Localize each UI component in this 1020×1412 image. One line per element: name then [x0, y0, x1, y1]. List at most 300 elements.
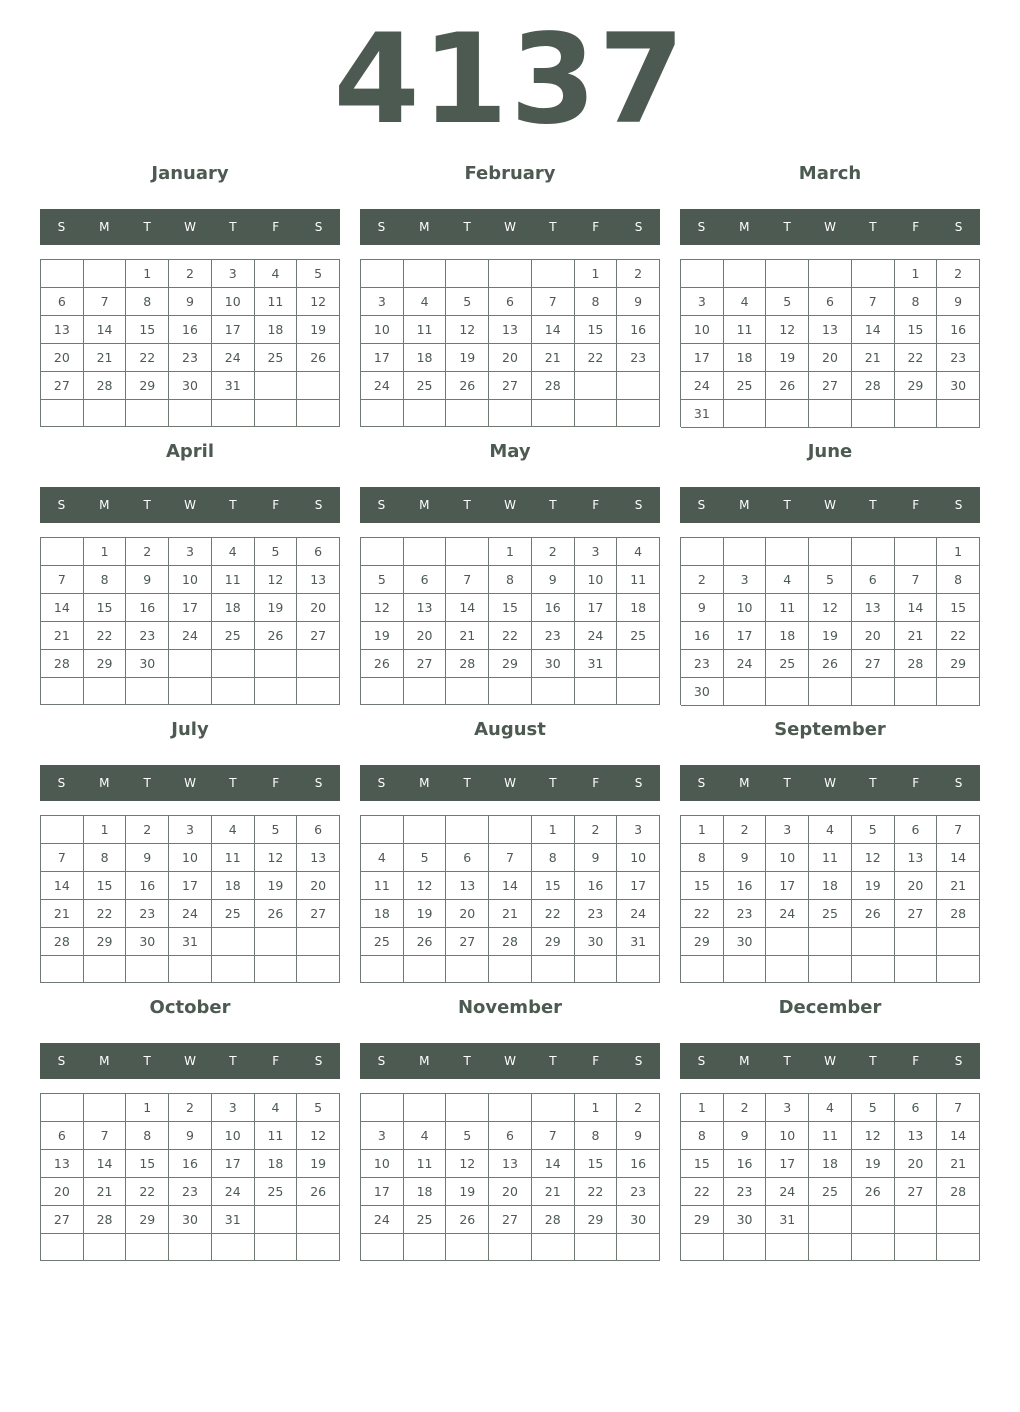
empty-cell [489, 260, 532, 288]
weekday-label: W [824, 498, 836, 512]
day-cell: 7 [532, 288, 575, 316]
empty-cell [84, 678, 127, 705]
day-cell: 13 [489, 1150, 532, 1178]
day-cell: 8 [84, 566, 127, 594]
day-cell: 9 [575, 844, 618, 872]
day-cell: 27 [489, 372, 532, 400]
day-cell: 2 [724, 816, 767, 844]
day-cell: 5 [852, 1094, 895, 1122]
empty-cell [446, 956, 489, 983]
day-cell: 19 [255, 872, 298, 900]
day-cell: 31 [212, 1206, 255, 1234]
weekday-label: M [419, 776, 430, 790]
day-grid [360, 1093, 660, 1261]
day-cell: 7 [446, 566, 489, 594]
day-cell: 30 [724, 1206, 767, 1234]
weekday-header [680, 765, 980, 801]
weekday-label: T [229, 1054, 237, 1068]
day-cell: 8 [681, 844, 724, 872]
day-cell: 27 [489, 1206, 532, 1234]
day-cell: 21 [489, 900, 532, 928]
day-cell: 7 [41, 844, 84, 872]
day-cell: 18 [255, 1150, 298, 1178]
weekday-header [40, 1043, 340, 1079]
day-cell: 27 [895, 900, 938, 928]
weekday-label: T [869, 220, 877, 234]
day-cell: 7 [937, 816, 980, 844]
empty-cell [809, 928, 852, 956]
day-cell: 7 [489, 844, 532, 872]
day-cell: 14 [895, 594, 938, 622]
day-cell: 19 [766, 344, 809, 372]
empty-cell [297, 956, 340, 983]
weekday-header [360, 487, 660, 523]
day-cell: 30 [169, 1206, 212, 1234]
day-cell: 7 [84, 288, 127, 316]
day-cell: 4 [212, 538, 255, 566]
empty-cell [617, 956, 660, 983]
empty-cell [126, 1234, 169, 1261]
day-cell: 3 [766, 1094, 809, 1122]
weekday-label: W [184, 776, 196, 790]
day-cell: 13 [895, 1122, 938, 1150]
empty-cell [532, 1234, 575, 1261]
day-cell: 9 [126, 566, 169, 594]
empty-cell [169, 1234, 212, 1261]
empty-cell [361, 1094, 404, 1122]
day-cell: 14 [852, 316, 895, 344]
day-cell: 3 [724, 566, 767, 594]
day-cell: 26 [446, 372, 489, 400]
empty-cell [617, 400, 660, 427]
empty-cell [255, 928, 298, 956]
day-cell: 14 [84, 316, 127, 344]
day-cell: 22 [489, 622, 532, 650]
day-cell: 12 [446, 316, 489, 344]
day-cell: 11 [617, 566, 660, 594]
day-cell: 20 [446, 900, 489, 928]
empty-cell [212, 678, 255, 705]
weekday-header [360, 209, 660, 245]
day-cell: 2 [724, 1094, 767, 1122]
month-name: May [489, 441, 531, 462]
empty-cell [575, 956, 618, 983]
day-cell: 22 [895, 344, 938, 372]
day-cell: 19 [404, 900, 447, 928]
empty-cell [937, 1234, 980, 1261]
day-cell: 19 [446, 344, 489, 372]
empty-cell [852, 538, 895, 566]
day-cell: 12 [852, 844, 895, 872]
day-cell: 4 [404, 1122, 447, 1150]
empty-cell [809, 260, 852, 288]
day-cell: 26 [852, 900, 895, 928]
day-cell: 1 [575, 260, 618, 288]
weekday-label: F [912, 776, 920, 790]
day-cell: 19 [255, 594, 298, 622]
weekday-label: T [549, 1054, 557, 1068]
day-cell: 13 [41, 316, 84, 344]
empty-cell [937, 678, 980, 706]
day-cell: 19 [361, 622, 404, 650]
empty-cell [84, 1234, 127, 1261]
day-cell: 16 [126, 872, 169, 900]
day-cell: 22 [937, 622, 980, 650]
day-cell: 17 [575, 594, 618, 622]
day-cell: 22 [681, 900, 724, 928]
day-cell: 11 [212, 566, 255, 594]
day-cell: 20 [895, 1150, 938, 1178]
day-cell: 28 [532, 372, 575, 400]
day-cell: 1 [575, 1094, 618, 1122]
weekday-label: S [697, 1054, 706, 1068]
empty-cell [255, 1234, 298, 1261]
day-cell: 13 [41, 1150, 84, 1178]
day-cell: 11 [809, 844, 852, 872]
day-cell: 6 [404, 566, 447, 594]
empty-cell [446, 816, 489, 844]
day-cell: 27 [297, 900, 340, 928]
day-cell: 23 [126, 900, 169, 928]
month-name: November [457, 997, 563, 1018]
day-cell: 21 [895, 622, 938, 650]
empty-cell [895, 1206, 938, 1234]
day-grid [680, 815, 980, 983]
empty-cell [446, 1094, 489, 1122]
day-cell: 7 [852, 288, 895, 316]
empty-cell [84, 1094, 127, 1122]
empty-cell [766, 260, 809, 288]
day-cell: 5 [766, 288, 809, 316]
day-cell: 29 [895, 372, 938, 400]
day-cell: 13 [446, 872, 489, 900]
day-cell: 20 [489, 1178, 532, 1206]
day-cell: 14 [489, 872, 532, 900]
day-cell: 6 [895, 1094, 938, 1122]
month-name: February [464, 163, 556, 184]
day-cell: 13 [852, 594, 895, 622]
day-grid [680, 537, 980, 705]
empty-cell [169, 400, 212, 427]
day-grid [40, 1093, 340, 1261]
day-cell: 11 [361, 872, 404, 900]
day-cell: 9 [617, 1122, 660, 1150]
weekday-label: F [592, 220, 600, 234]
weekday-label: W [504, 1054, 516, 1068]
day-cell: 19 [852, 1150, 895, 1178]
weekday-label: T [463, 1054, 471, 1068]
day-cell: 24 [212, 1178, 255, 1206]
empty-cell [681, 538, 724, 566]
empty-cell [41, 1094, 84, 1122]
day-cell: 26 [852, 1178, 895, 1206]
day-cell: 21 [41, 900, 84, 928]
day-cell: 29 [937, 650, 980, 678]
month-name: August [474, 719, 546, 740]
day-cell: 24 [766, 900, 809, 928]
empty-cell [681, 260, 724, 288]
day-cell: 10 [212, 1122, 255, 1150]
day-cell: 2 [169, 1094, 212, 1122]
day-cell: 25 [809, 900, 852, 928]
day-cell: 21 [532, 344, 575, 372]
weekday-label: S [634, 220, 643, 234]
day-cell: 17 [169, 872, 212, 900]
day-cell: 23 [724, 1178, 767, 1206]
day-cell: 28 [41, 650, 84, 678]
day-cell: 1 [84, 816, 127, 844]
day-cell: 11 [212, 844, 255, 872]
day-cell: 28 [532, 1206, 575, 1234]
day-cell: 30 [169, 372, 212, 400]
day-cell: 14 [937, 844, 980, 872]
empty-cell [489, 956, 532, 983]
day-cell: 1 [937, 538, 980, 566]
weekday-label: M [739, 1054, 750, 1068]
day-cell: 2 [681, 566, 724, 594]
day-cell: 5 [297, 1094, 340, 1122]
weekday-label: T [869, 498, 877, 512]
day-cell: 19 [809, 622, 852, 650]
day-cell: 30 [532, 650, 575, 678]
weekday-label: M [99, 220, 110, 234]
empty-cell [575, 372, 618, 400]
day-cell: 25 [212, 900, 255, 928]
day-cell: 5 [255, 816, 298, 844]
empty-cell [532, 260, 575, 288]
month-name: June [807, 441, 853, 462]
year-title: 4137 [333, 8, 687, 152]
day-cell: 24 [361, 372, 404, 400]
day-cell: 14 [84, 1150, 127, 1178]
day-cell: 27 [895, 1178, 938, 1206]
day-cell: 29 [532, 928, 575, 956]
empty-cell [895, 1234, 938, 1261]
weekday-label: W [824, 1054, 836, 1068]
day-cell: 8 [681, 1122, 724, 1150]
day-cell: 1 [532, 816, 575, 844]
day-cell: 29 [681, 928, 724, 956]
day-cell: 28 [937, 1178, 980, 1206]
weekday-label: S [57, 498, 66, 512]
weekday-label: T [783, 776, 791, 790]
empty-cell [212, 650, 255, 678]
day-cell: 5 [255, 538, 298, 566]
day-cell: 6 [297, 816, 340, 844]
day-cell: 3 [169, 816, 212, 844]
weekday-label: F [592, 498, 600, 512]
month-name: January [151, 163, 229, 184]
weekday-label: T [143, 1054, 151, 1068]
empty-cell [297, 1206, 340, 1234]
day-cell: 22 [575, 1178, 618, 1206]
day-cell: 13 [809, 316, 852, 344]
weekday-label: M [739, 220, 750, 234]
empty-cell [41, 400, 84, 427]
empty-cell [532, 400, 575, 427]
day-cell: 12 [255, 844, 298, 872]
day-cell: 5 [446, 1122, 489, 1150]
empty-cell [297, 372, 340, 400]
empty-cell [575, 400, 618, 427]
weekday-header [40, 487, 340, 523]
day-cell: 8 [937, 566, 980, 594]
empty-cell [404, 260, 447, 288]
empty-cell [852, 956, 895, 983]
day-cell: 24 [169, 900, 212, 928]
day-cell: 16 [617, 1150, 660, 1178]
day-cell: 25 [404, 1206, 447, 1234]
day-grid [360, 815, 660, 983]
day-cell: 31 [212, 372, 255, 400]
day-cell: 2 [126, 538, 169, 566]
day-cell: 12 [404, 872, 447, 900]
day-cell: 24 [724, 650, 767, 678]
day-cell: 8 [84, 844, 127, 872]
day-cell: 8 [575, 288, 618, 316]
weekday-label: T [229, 220, 237, 234]
day-cell: 26 [255, 622, 298, 650]
empty-cell [575, 678, 618, 705]
day-cell: 25 [766, 650, 809, 678]
day-cell: 19 [446, 1178, 489, 1206]
month-name: December [778, 997, 882, 1018]
day-cell: 17 [361, 1178, 404, 1206]
day-cell: 10 [361, 316, 404, 344]
empty-cell [489, 1234, 532, 1261]
day-cell: 21 [84, 1178, 127, 1206]
empty-cell [41, 956, 84, 983]
day-cell: 4 [404, 288, 447, 316]
empty-cell [895, 538, 938, 566]
day-cell: 15 [937, 594, 980, 622]
day-cell: 10 [681, 316, 724, 344]
day-cell: 29 [489, 650, 532, 678]
day-cell: 20 [404, 622, 447, 650]
day-cell: 4 [724, 288, 767, 316]
empty-cell [852, 260, 895, 288]
day-cell: 12 [361, 594, 404, 622]
day-cell: 23 [575, 900, 618, 928]
empty-cell [84, 400, 127, 427]
empty-cell [404, 1234, 447, 1261]
weekday-label: W [504, 220, 516, 234]
weekday-label: T [463, 220, 471, 234]
day-cell: 17 [361, 344, 404, 372]
empty-cell [766, 678, 809, 706]
empty-cell [809, 400, 852, 428]
empty-cell [297, 400, 340, 427]
day-cell: 21 [532, 1178, 575, 1206]
day-grid [40, 259, 340, 427]
day-cell: 30 [617, 1206, 660, 1234]
day-cell: 15 [575, 316, 618, 344]
weekday-label: T [549, 498, 557, 512]
empty-cell [937, 928, 980, 956]
day-cell: 21 [937, 872, 980, 900]
day-cell: 7 [41, 566, 84, 594]
weekday-header [40, 765, 340, 801]
day-cell: 20 [41, 344, 84, 372]
day-cell: 5 [404, 844, 447, 872]
day-cell: 15 [126, 1150, 169, 1178]
weekday-label: F [272, 498, 280, 512]
empty-cell [809, 1234, 852, 1261]
day-cell: 20 [809, 344, 852, 372]
day-cell: 5 [809, 566, 852, 594]
day-cell: 4 [255, 1094, 298, 1122]
empty-cell [255, 678, 298, 705]
weekday-label: S [377, 1054, 386, 1068]
weekday-header [360, 765, 660, 801]
day-cell: 26 [404, 928, 447, 956]
weekday-label: F [912, 498, 920, 512]
weekday-label: T [229, 498, 237, 512]
day-cell: 28 [852, 372, 895, 400]
weekday-label: T [229, 776, 237, 790]
empty-cell [937, 1206, 980, 1234]
day-cell: 16 [724, 1150, 767, 1178]
empty-cell [724, 400, 767, 428]
day-cell: 1 [126, 1094, 169, 1122]
day-cell: 23 [617, 1178, 660, 1206]
day-cell: 10 [724, 594, 767, 622]
day-cell: 6 [809, 288, 852, 316]
day-cell: 3 [212, 260, 255, 288]
day-cell: 27 [852, 650, 895, 678]
month-name: March [798, 163, 862, 184]
day-cell: 10 [575, 566, 618, 594]
weekday-label: M [419, 220, 430, 234]
day-cell: 15 [575, 1150, 618, 1178]
day-cell: 9 [617, 288, 660, 316]
weekday-label: S [634, 498, 643, 512]
day-cell: 2 [937, 260, 980, 288]
empty-cell [361, 400, 404, 427]
empty-cell [361, 538, 404, 566]
day-cell: 1 [681, 816, 724, 844]
day-cell: 12 [297, 288, 340, 316]
empty-cell [937, 956, 980, 983]
empty-cell [126, 400, 169, 427]
weekday-label: M [99, 1054, 110, 1068]
day-cell: 25 [212, 622, 255, 650]
weekday-label: M [99, 498, 110, 512]
day-cell: 22 [681, 1178, 724, 1206]
weekday-label: T [143, 498, 151, 512]
day-cell: 18 [404, 344, 447, 372]
day-cell: 19 [297, 316, 340, 344]
empty-cell [212, 956, 255, 983]
day-cell: 21 [41, 622, 84, 650]
empty-cell [212, 400, 255, 427]
empty-cell [489, 400, 532, 427]
day-cell: 3 [766, 816, 809, 844]
empty-cell [724, 1234, 767, 1261]
day-cell: 17 [766, 1150, 809, 1178]
weekday-label: T [783, 220, 791, 234]
day-cell: 8 [126, 1122, 169, 1150]
day-cell: 17 [212, 316, 255, 344]
day-cell: 3 [575, 538, 618, 566]
day-cell: 2 [169, 260, 212, 288]
empty-cell [809, 1206, 852, 1234]
day-cell: 10 [766, 1122, 809, 1150]
empty-cell [404, 538, 447, 566]
weekday-label: S [314, 1054, 323, 1068]
day-cell: 20 [489, 344, 532, 372]
day-cell: 11 [724, 316, 767, 344]
